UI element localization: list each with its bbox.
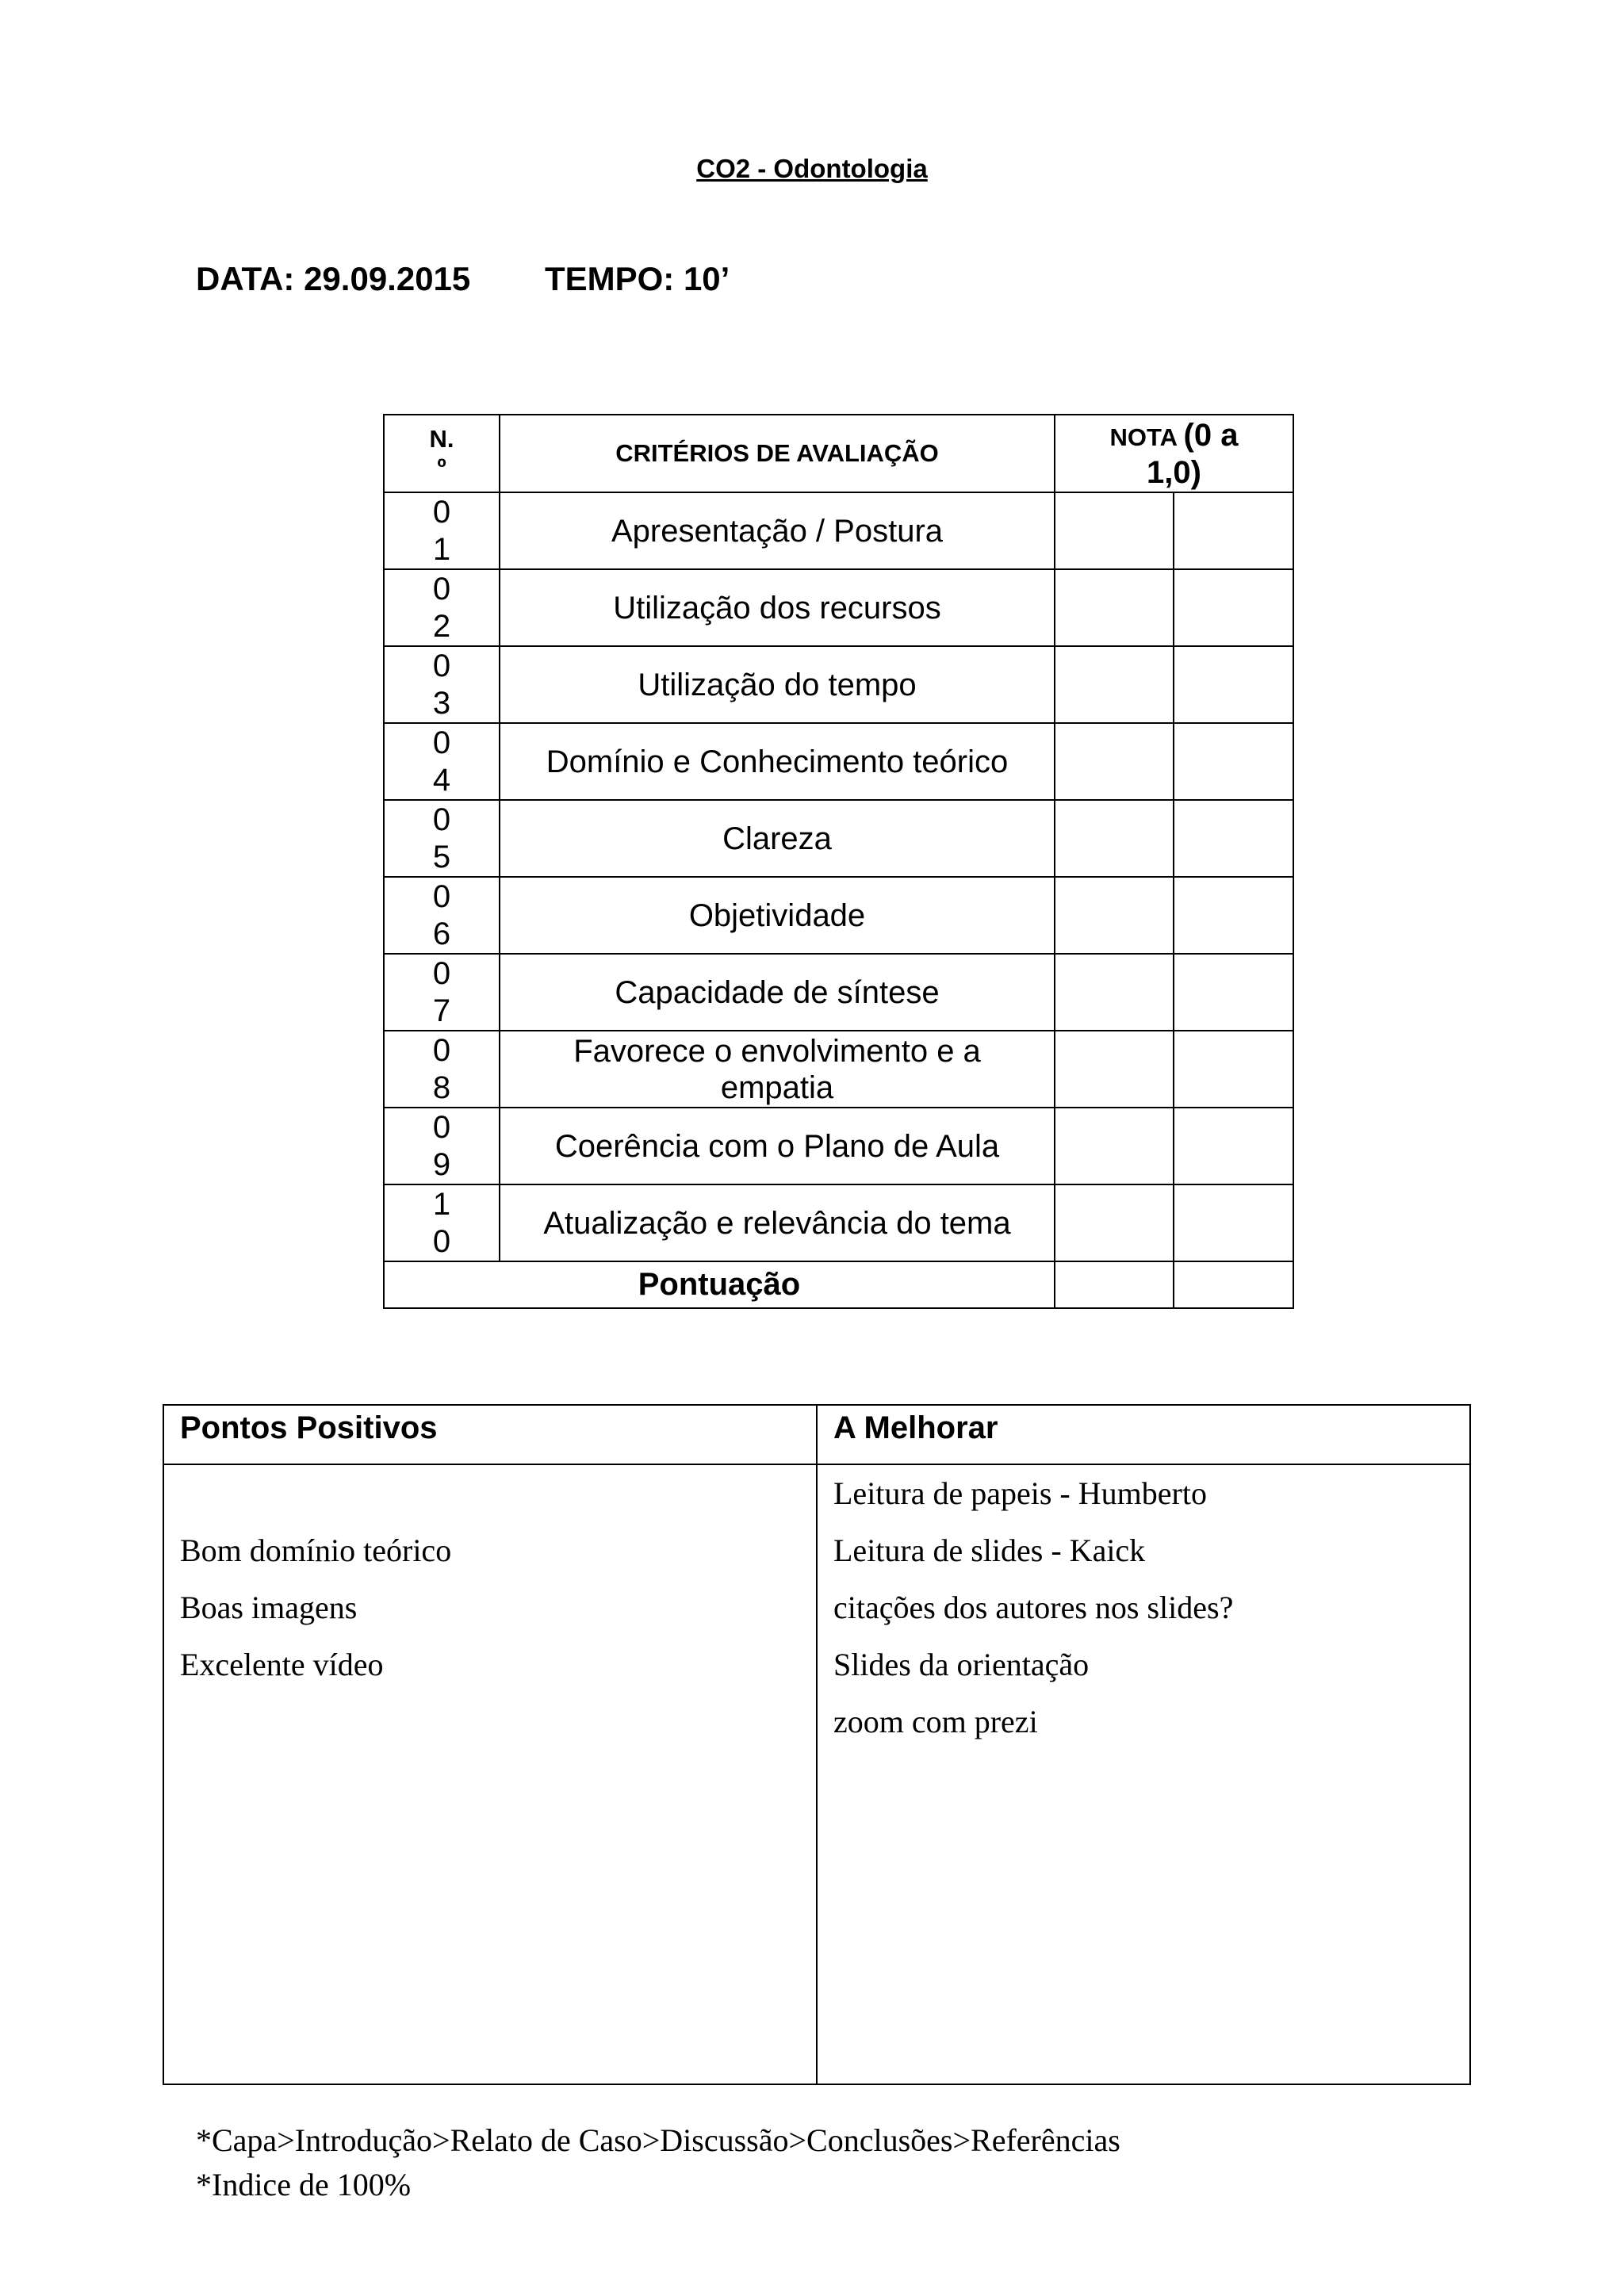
list-item (180, 1465, 800, 1522)
grade-header-line-1 (1055, 418, 1293, 455)
row-number: 0 4 (384, 723, 500, 800)
number-column-header (384, 415, 500, 492)
grade-cell[interactable] (1055, 492, 1174, 569)
grade-cell[interactable] (1055, 800, 1174, 877)
list-item: Bom domínio teórico (180, 1533, 452, 1568)
criteria-row-04 (384, 723, 1293, 800)
criteria-header-row (384, 415, 1293, 492)
grade-cell[interactable] (1174, 1031, 1293, 1108)
criterion-label: Favorece o envolvimento e a empatia (500, 1031, 1055, 1108)
grade-cell[interactable] (1055, 723, 1174, 800)
criterion-label: Capacidade de síntese (500, 954, 1055, 1031)
improve-cell (817, 1464, 1470, 2084)
row-number: 0 2 (384, 569, 500, 646)
list-item: Boas imagens (180, 1590, 358, 1625)
criteria-row-07 (384, 954, 1293, 1031)
list-item: zoom com prezi (833, 1704, 1038, 1739)
number-header-line-1: N. (429, 425, 454, 453)
grade-cell[interactable] (1055, 646, 1174, 723)
number-header-line-2: º (437, 453, 446, 481)
criteria-row-08 (384, 1031, 1293, 1108)
grade-cell[interactable] (1055, 954, 1174, 1031)
grade-column-header (1055, 415, 1293, 492)
criteria-column-header: CRITÉRIOS DE AVALIAÇÃO (500, 415, 1055, 492)
criterion-label: Atualização e relevância do tema (500, 1184, 1055, 1261)
total-grade-cell[interactable] (1055, 1261, 1174, 1308)
time-label: TEMPO: 10’ (544, 260, 730, 297)
row-number: 0 7 (384, 954, 500, 1031)
criteria-row-09 (384, 1108, 1293, 1184)
date-label: DATA: 29.09.2015 (196, 260, 471, 297)
grade-range-start: (0 a (1183, 417, 1239, 453)
row-number: 0 8 (384, 1031, 500, 1108)
grade-cell[interactable] (1174, 877, 1293, 954)
criterion-label: Utilização do tempo (500, 646, 1055, 723)
footnote-index: *Indice de 100% (196, 2167, 412, 2202)
total-row (384, 1261, 1293, 1308)
grade-cell[interactable] (1174, 1184, 1293, 1261)
criterion-label: Domínio e Conhecimento teórico (500, 723, 1055, 800)
improve-header: A Melhorar (817, 1405, 1470, 1464)
row-number: 0 3 (384, 646, 500, 723)
feedback-table (163, 1404, 1471, 2085)
grade-cell[interactable] (1174, 1108, 1293, 1184)
total-grade-cell[interactable] (1174, 1261, 1293, 1308)
footnote-structure: *Capa>Introdução>Relato de Caso>Discussão>Conclusões>Referências (196, 2122, 1120, 2158)
criterion-label: Objetividade (500, 877, 1055, 954)
grade-cell[interactable] (1174, 569, 1293, 646)
list-item: Leitura de slides - Kaick (833, 1533, 1146, 1568)
criterion-label: Apresentação / Postura (500, 492, 1055, 569)
criteria-row-10 (384, 1184, 1293, 1261)
footnotes (196, 2118, 1120, 2207)
list-item: Leitura de papeis - Humberto (833, 1475, 1207, 1511)
grade-cell[interactable] (1174, 646, 1293, 723)
grade-range-end: 1,0) (1147, 454, 1201, 490)
page-title: CO2 - Odontologia (696, 154, 928, 183)
grade-cell[interactable] (1174, 492, 1293, 569)
row-number: 0 1 (384, 492, 500, 569)
grade-label: NOTA (1109, 423, 1177, 451)
criteria-row-03 (384, 646, 1293, 723)
date-time-line (196, 260, 730, 298)
criterion-label: Coerência com o Plano de Aula (500, 1108, 1055, 1184)
grade-cell[interactable] (1055, 1184, 1174, 1261)
criteria-row-02 (384, 569, 1293, 646)
row-number: 0 6 (384, 877, 500, 954)
grade-cell[interactable] (1174, 800, 1293, 877)
criteria-row-01 (384, 492, 1293, 569)
row-number: 0 5 (384, 800, 500, 877)
list-item: Slides da orientação (833, 1647, 1090, 1682)
grade-cell[interactable] (1055, 1108, 1174, 1184)
grade-cell[interactable] (1174, 954, 1293, 1031)
grade-cell[interactable] (1055, 569, 1174, 646)
grade-cell[interactable] (1055, 877, 1174, 954)
grade-cell[interactable] (1174, 723, 1293, 800)
criterion-label: Utilização dos recursos (500, 569, 1055, 646)
list-item: Excelente vídeo (180, 1647, 384, 1682)
criteria-row-05 (384, 800, 1293, 877)
list-item: citações dos autores nos slides? (833, 1590, 1234, 1625)
positive-points-cell (163, 1464, 817, 2084)
total-label: Pontuação (384, 1261, 1055, 1308)
criteria-table (383, 414, 1294, 1309)
criteria-row-06 (384, 877, 1293, 954)
row-number: 0 9 (384, 1108, 500, 1184)
positive-points-header: Pontos Positivos (163, 1405, 817, 1464)
row-number: 1 0 (384, 1184, 500, 1261)
criterion-label: Clareza (500, 800, 1055, 877)
grade-cell[interactable] (1055, 1031, 1174, 1108)
